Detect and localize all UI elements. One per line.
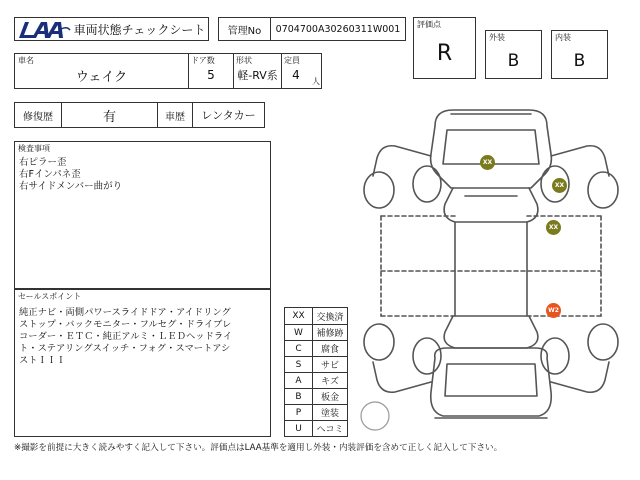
interior-grade-box	[551, 30, 608, 79]
shape-value: 軽-RV系	[237, 69, 278, 82]
sheet-title: 車両状態チェックシート	[73, 22, 206, 37]
capacity-unit: 人	[312, 77, 320, 86]
selling-points-label: セールスポイント	[18, 292, 82, 301]
car-body-diagram	[355, 96, 627, 436]
history-row	[14, 102, 265, 128]
legend-code: S	[285, 357, 313, 372]
footer-note: ※撮影を前提に大きく読みやすく記入して下さい。評価点はLAA基準を適用し外装・内装評価を含めて正しく記入して下さい。	[14, 443, 503, 453]
inspection-line: 右サイドメンバー曲がり	[19, 181, 123, 192]
legend-row	[285, 356, 347, 372]
legend-row	[285, 372, 347, 388]
damage-legend	[284, 307, 348, 437]
legend-meaning: サビ	[320, 361, 339, 371]
record-label: 車歴	[165, 111, 185, 123]
inspection-line: 右Fインパネ歪	[19, 169, 81, 180]
legend-row	[285, 340, 347, 356]
overall-grade: R	[436, 40, 453, 66]
doors-label: ドア数	[191, 56, 215, 65]
car-name-label: 車名	[18, 56, 34, 65]
damage-marker: XX	[480, 155, 495, 170]
inspection-line: 右ピラー歪	[19, 157, 67, 168]
selling-point-line: ト・ステアリングスイッチ・フォグ・スマートアシ	[19, 343, 231, 354]
selling-points-box	[14, 289, 271, 437]
mgmt-no-value: 0704700A30260311W001	[275, 23, 401, 35]
legend-code: U	[285, 421, 313, 436]
legend-code: A	[285, 373, 313, 388]
selling-point-line: コーダー・ＥＴＣ・純正アルミ・ＬＥＤヘッドライ	[19, 331, 233, 342]
doors-value: 5	[207, 68, 215, 82]
inspection-box	[14, 141, 271, 289]
legend-row	[285, 388, 347, 404]
repair-value: 有	[102, 109, 116, 125]
exterior-grade-label: 外装	[489, 33, 505, 42]
damage-marker: W2	[546, 303, 561, 318]
legend-meaning: 塗装	[320, 409, 339, 419]
damage-marker: XX	[546, 220, 561, 235]
shape-label: 形状	[236, 56, 252, 65]
mgmt-no-label: 管理No	[219, 18, 271, 40]
capacity-label: 定員	[284, 56, 300, 65]
interior-grade: B	[573, 50, 586, 71]
overall-grade-label: 評価点	[417, 20, 441, 29]
selling-points-lines	[19, 307, 232, 367]
interior-grade-label: 内装	[555, 33, 571, 42]
legend-meaning: キズ	[321, 377, 339, 387]
overall-grade-box	[413, 17, 476, 79]
legend-code: C	[285, 341, 313, 356]
capacity-value: 4	[292, 68, 300, 82]
exterior-grade-box	[485, 30, 542, 79]
legend-meaning: 板金	[320, 393, 339, 403]
legend-row	[285, 420, 347, 436]
laa-logo	[19, 20, 71, 39]
car-name: ウェイク	[75, 69, 128, 85]
legend-row	[285, 308, 347, 324]
legend-code: W	[285, 325, 313, 340]
legend-row	[285, 404, 347, 420]
legend-code: XX	[285, 308, 313, 324]
repair-label: 修復歴	[23, 111, 53, 123]
inspection-lines	[19, 157, 122, 193]
legend-meaning: 腐食	[320, 345, 339, 355]
selling-point-line: ストップ・バックモニター・フルセグ・ドライブレ	[19, 319, 232, 330]
exterior-grade: B	[507, 50, 520, 71]
legend-row	[285, 324, 347, 340]
record-value: レンタカー	[201, 109, 256, 122]
header-title-box	[14, 17, 209, 41]
damage-marker: XX	[552, 178, 567, 193]
legend-meaning: ヘコミ	[316, 425, 344, 435]
mgmt-no-box	[218, 17, 406, 41]
selling-point-line: ストＩＩＩ	[19, 355, 66, 366]
inspection-label: 検査事項	[18, 144, 50, 153]
selling-point-line: 純正ナビ・両側パワースライドドア・アイドリング	[19, 307, 231, 318]
legend-meaning: 補修跡	[316, 329, 344, 339]
legend-meaning: 交換済	[316, 312, 344, 323]
legend-code: B	[285, 389, 313, 404]
legend-code: P	[285, 405, 313, 420]
vehicle-info-row	[14, 53, 322, 89]
